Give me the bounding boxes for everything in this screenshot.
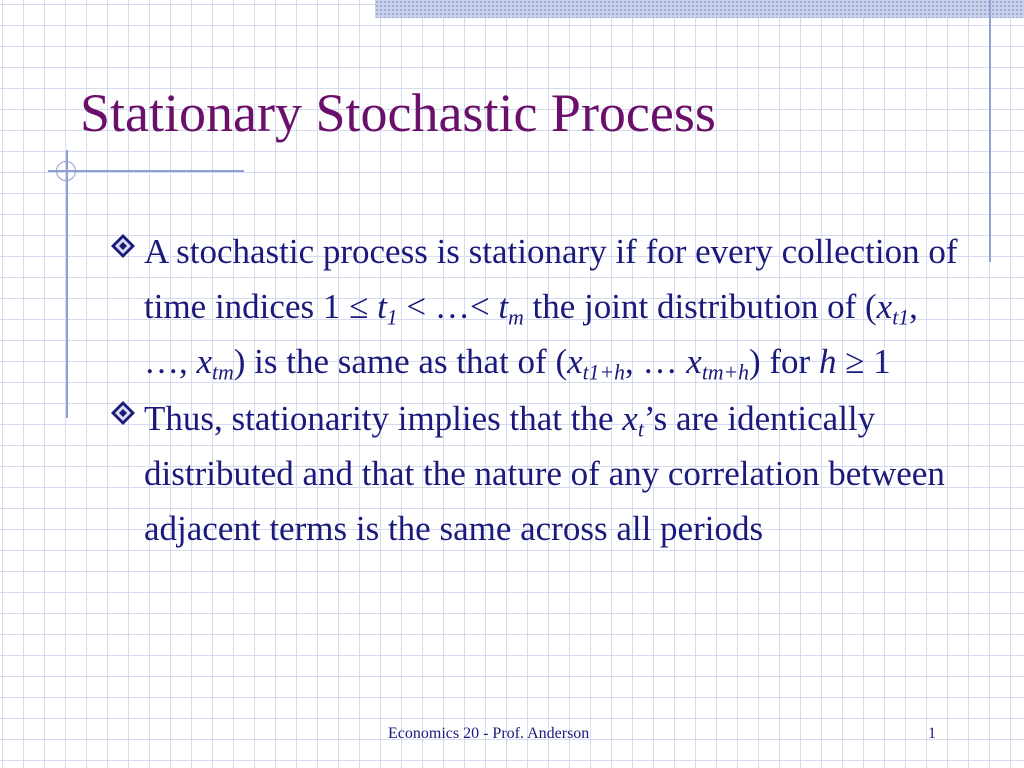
bullet-item xyxy=(108,224,968,389)
bullet-list xyxy=(108,224,968,558)
subscript-text: t1 xyxy=(892,305,910,330)
subscript-text: 1 xyxy=(386,305,398,330)
subscript-text: tm xyxy=(212,360,234,385)
text-segment: , … xyxy=(625,342,687,381)
text-segment: Thus, stationarity implies that the xyxy=(144,399,623,438)
text-segment: A stochastic process is stationary if for every collection of time indices 1 ≤ xyxy=(144,232,958,326)
text-segment: ) for xyxy=(748,342,819,381)
page-number: 1 xyxy=(928,725,936,742)
text-segment: ) is the same as that of ( xyxy=(233,342,568,381)
diamond-bullet-icon xyxy=(110,233,136,259)
text-segment: < …< xyxy=(397,287,499,326)
math-variable: t xyxy=(377,287,387,326)
title-underline-rule xyxy=(48,170,244,172)
math-variable: x xyxy=(567,342,583,381)
math-variable: x xyxy=(622,399,638,438)
math-variable: t xyxy=(498,287,509,326)
diamond-bullet-icon xyxy=(110,400,136,426)
top-decorative-band xyxy=(375,0,1024,18)
subscript-text: m xyxy=(508,305,524,330)
text-segment: ’s are identically distributed and that the nature of any correlation between adjacent terms is the same across all periods xyxy=(144,399,945,548)
footer-text: Economics 20 - Prof. Anderson xyxy=(388,725,590,742)
subscript-text: t xyxy=(637,417,644,442)
slide-title: Stationary Stochastic Process xyxy=(80,83,716,143)
right-vertical-line xyxy=(989,0,991,262)
subscript-text: tm+h xyxy=(701,360,749,385)
text-segment: , …, xyxy=(144,287,918,381)
bullet-text xyxy=(144,232,958,385)
math-variable: h xyxy=(818,342,837,381)
math-variable: x xyxy=(686,342,702,381)
math-variable: x xyxy=(196,342,213,381)
left-vertical-line xyxy=(66,150,68,418)
text-segment: ≥ 1 xyxy=(836,342,891,381)
math-variable: x xyxy=(876,287,893,326)
text-segment: the joint distribution of ( xyxy=(523,287,877,326)
bullet-item xyxy=(108,391,968,556)
crosshair-circle xyxy=(56,161,76,181)
bullet-text xyxy=(144,399,945,548)
subscript-text: t1+h xyxy=(582,360,626,385)
